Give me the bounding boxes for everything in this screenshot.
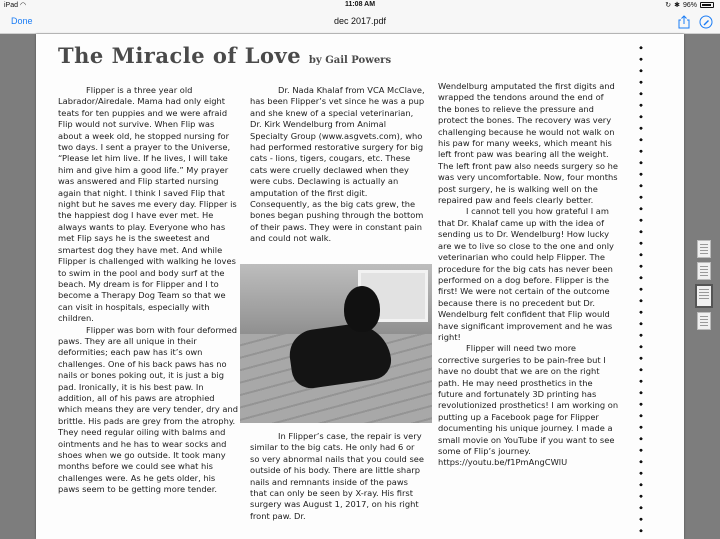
- bluetooth-icon: ✱: [674, 2, 680, 9]
- page-thumbnail-scrubber[interactable]: [694, 240, 714, 334]
- paragraph: Flipper will need two more corrective surgeries to be pain-free but I have no doubt that we are on the right path. He may need prosthetics in the future and fortunately 3D printing has revolutionized prosthetics! I am working on putting up a Facebook page for Flipper documenting his unique journey. I made a small movie on YouTube if you want to see some of Flip’s journey. https://youtu.be/f1PmAngCWlU: [438, 343, 619, 468]
- column-2-continued: [250, 431, 425, 522]
- paragraph: Flipper was born with four deformed paws. They are all unique in their deformities; each paw has it’s own challenges. One of his back paws has no nails or bones poking out, it is just a big pad. Ironically, it is his best paw. In addition, all of his paws are atrophied which means they are very tender, dry and brittle. His pads are grey from the atrophy. They need regular oiling with balms and ointments and he has to wear socks and shoes when we go outside. It took many months before we could see what his challenges were. As he gets older, his paws seem to be getting more tender.: [58, 324, 238, 495]
- carrier-label: iPad: [4, 1, 19, 9]
- pdf-page[interactable]: [36, 34, 684, 539]
- page-thumbnail[interactable]: [697, 262, 711, 280]
- done-button[interactable]: Done: [11, 16, 33, 26]
- article-title-group: [58, 43, 391, 68]
- dotted-border: [638, 42, 644, 537]
- photo-dog-head: [344, 286, 380, 332]
- paragraph: I cannot tell you how grateful I am that Dr. Khalaf came up with the idea of sending us to Dr. Wendelburg! How lucky are we to live so close to the one and only veterinarian who could help Flipper. The procedure for the big cats has never been performed on a dog before. Flipper is the first! We were not certain of the outcome because there is no precedent but Dr. Wendelburg felt confident that Flip would have significant improvement and he was right!: [438, 206, 614, 342]
- markup-icon[interactable]: [698, 14, 714, 30]
- page-thumbnail-current[interactable]: [695, 284, 713, 308]
- battery-icon: [700, 2, 714, 8]
- page-thumbnail[interactable]: [697, 240, 711, 258]
- paragraph: Flipper is a three year old Labrador/Airedale. Mama had only eight teats for ten puppies and we were afraid Flip would not survive. When Flip was about a week old, he stopped nursing for two days. I sent a prayer to the Universe, “Please let him live. If he lives, I will take him and give him a good life.” My prayer was answered and Flip started nursing again that night. I think I saved Flip that night but he saves me every day. Flipper is the happiest dog I have ever met. He always wants to play. Everyone who has met Flip says he is the sweetest and smartest dog they have met. And while Flipper is challenged with walking he loves to swim in the pool and body surf at the beach. My dream is for Flipper and I to become a Therapy Dog Team so that we can visit in hospitals, especially with children.: [58, 85, 237, 324]
- paragraph: In Flipper’s case, the repair is very similar to the big cats. He only had 6 or so very abnormal nails that you could see outside of his body. There are little sharp nails and remnants inside of the paws that can only be seen by X-ray. His first surgery was August 1, 2017, on his right front paw. Dr.: [250, 431, 424, 521]
- dog-photo: [240, 264, 432, 423]
- page-thumbnail[interactable]: [697, 312, 711, 330]
- document-title: dec 2017.pdf: [333, 16, 387, 26]
- rotation-lock-icon: ↻: [665, 2, 672, 9]
- column-1: [58, 85, 238, 496]
- share-icon[interactable]: [676, 14, 692, 30]
- nav-bar: [0, 10, 720, 34]
- battery-percent: 96%: [682, 1, 697, 9]
- article-title: The Miracle of Love: [58, 43, 302, 68]
- column-2: [250, 85, 425, 245]
- status-time: 11:08 AM: [344, 1, 376, 8]
- article-byline: by Gail Powers: [308, 55, 392, 66]
- paragraph: Dr. Nada Khalaf from VCA McClave, has been Flipper’s vet since he was a pup and she knew of a special veterinarian, Dr. Kirk Wendelburg from Animal Specialty Group (www.asgvets.com), who had performed restorative surgery for big cats - lions, tigers, cougars, etc. These cats were cruelly declawed when they were cubs. Declawing is actually an amputation of the first digit. Consequently, as the big cats grew, the bones began pushing through the bottom of their paws. They were in constant pain and could not walk.: [250, 85, 425, 244]
- column-3: [438, 81, 619, 469]
- status-bar: [0, 0, 720, 10]
- paragraph: Wendelburg amputated the first digits and wrapped the tendons around the end of the bones to relieve the pressure and protect the bones. The recovery was very challenging because he would not walk on his paw for many weeks, which meant his left front paw was bearing all the weight. The left front paw also needs surgery so he was very uncomfortable. Now, four months post surgery, he is walking well on the repaired paw and feels clearly better.: [438, 81, 618, 206]
- wifi-icon: ◠: [20, 2, 27, 9]
- status-right-group: [665, 1, 714, 9]
